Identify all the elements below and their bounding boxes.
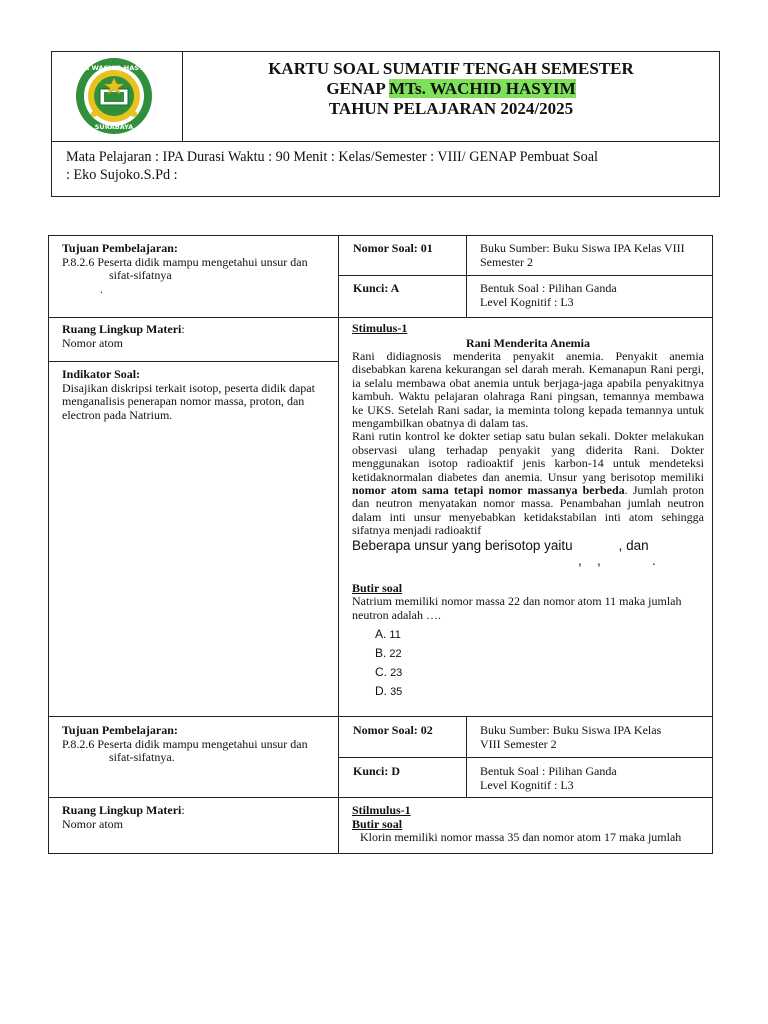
card1-options [352,625,704,701]
card2-stimulus-label: Stilmulus-1 [352,803,411,817]
card2-stimulus [352,804,707,845]
card1-para2-a: Rani rutin kontrol ke dokter setiap satu bulan sekali. Dokter melakukan observasi ulang terhadap penyakit yang diderita Rani. Dokter menggunakan isotop radioaktif jenis karbon-14 untuk mendeteksi ketidaknormalan diabetes dan anemia. Unsur yang berisotop memiliki [352,429,704,484]
card1-bentuk-level [480,282,705,309]
option-b-letter: B. [375,646,387,661]
card1-tujuan-line1: P.8.2.6 Peserta didik mampu mengetahui unsur dan [62,254,308,269]
card1-tujuan-line2: sifat-sifatnya [109,268,172,282]
title-line-1: KARTU SOAL SUMATIF TENGAH SEMESTER [268,59,634,78]
card1-left-divider [49,361,338,362]
card2-ruang-label: Ruang Lingkup Materi [62,803,182,817]
logo-bottom-text: SURABAYA [94,123,134,131]
card2-tujuan-line2: sifat-sifatnya. [109,750,175,764]
card2-ruang-lingkup [62,804,332,831]
card1-divider-main [338,236,339,716]
card1-blank-comma-2: , [597,552,601,568]
card1-stimulus-label: Stimulus-1 [352,321,408,335]
card1-kunci [353,282,399,296]
card1-question: Natrium memiliki nomor massa 22 dan nomor atom 11 maka jumlah neutron adalah …. [352,594,682,622]
option-d-letter: D. [375,684,387,699]
option-c-value: 23 [390,667,403,680]
card1-ruang-value: Nomor atom [62,335,123,350]
card1-tujuan-dot: . [100,281,103,296]
option-b [375,644,704,663]
card2-kunci: Kunci: D [353,764,401,778]
card1-stimulus-paragraph-2 [352,430,704,537]
card2-divider-main [338,717,339,853]
card1-para2-b: . Jumlah proton dan neutron menyatakan nomor massa. Penambahan jumlah neutron dalam inti unsur menyebabkan ketidakstabilan inti atom sehingga sifatnya menjadi radioaktif [352,483,704,538]
title-line-2 [183,79,719,99]
card1-level-kognitif: Level Kognitif : L3 [480,294,574,309]
card1-blank-period: . [652,552,656,568]
card1-nomor-soal: Nomor Soal: 01 [353,241,433,255]
card2-nomor-soal: Nomor Soal: 02 [353,723,433,737]
card1-ruang-colon: : [181,322,185,336]
card1-ruang-label: Ruang Lingkup Materi [62,322,182,336]
card2-buku-line1: Buku Sumber: Buku Siswa IPA Kelas [480,723,662,737]
question-card-2 [48,716,713,854]
title-line-2-prefix: GENAP [326,79,390,98]
card1-bentuk-soal: Bentuk Soal : Pilihan Ganda [480,281,617,295]
card1-buku-sumber [480,242,705,269]
option-c [375,663,704,682]
card2-row-divider-2 [49,797,712,798]
card2-tujuan [62,724,332,765]
option-a-value: 11 [389,629,401,642]
card1-row-divider-2 [49,317,712,318]
card1-isotop-blanks [352,554,704,570]
header-box [51,51,720,197]
card1-indikator [62,368,330,422]
card2-row-divider-1 [338,757,712,758]
option-a-letter: A. [375,627,387,642]
school-name-highlight: MTs. WACHID HASYIM [389,79,576,98]
card1-tujuan [62,242,332,296]
card2-bentuk-soal: Bentuk Soal : Pilihan Ganda [480,764,617,778]
info-row [52,141,719,196]
card2-buku-line2: VIII Semester 2 [480,736,557,751]
title-cell [183,52,719,141]
card1-row-divider-1 [338,275,712,276]
option-d-value: 35 [390,686,403,699]
school-logo [74,56,154,136]
option-b-value: 22 [389,648,402,661]
logo-cell [52,52,183,141]
card1-buku-line2: Semester 2 [480,254,533,269]
card1-stimulus-paragraph-1: Rani didiagnosis menderita penyakit anemia. Penyakit anemia disebabkan karena kekurangan sel darah merah. Kemanapun Rani pergi, ia selalu membawa obat anemia untuk berjaga-jaga apabila penyakitnya kambuh. Waktu pelajaran olahraga Rani pingsan, temannya membawa ke UKS. Setelah Rani sadar, ia meminta tolong kepada temannya untuk mengambilkan obatnya di dalam tas. [352,349,704,431]
card2-ruang-colon: : [181,803,185,817]
option-d [375,682,704,701]
card1-stimulus-title: Rani Menderita Anemia [466,335,590,350]
card1-isotop-text: Beberapa unsur yang berisotop yaitu [352,537,573,553]
info-line-1: Mata Pelajaran : IPA Durasi Waktu : 90 Menit : Kelas/Semester : VIII/ GENAP Pembuat Soal [66,149,598,165]
question-card-1 [48,235,713,717]
card2-bentuk-level [480,765,705,792]
card1-isotop-dan: , dan [618,537,649,553]
card2-buku-sumber [480,724,705,751]
card1-kunci-value: : A [384,281,400,295]
card2-level-kognitif: Level Kognitif : L3 [480,777,574,792]
card1-stimulus [352,322,704,701]
card1-kunci-label: Kunci [353,281,385,295]
card2-tujuan-label: Tujuan Pembelajaran: [62,723,178,737]
option-a [375,625,704,644]
card2-ruang-value: Nomor atom [62,816,123,831]
logo-top-text: MTs WACHID HASYIM [75,64,153,72]
card1-butir-label: Butir soal [352,580,403,595]
card1-para2-bold: nomor atom sama tetapi nomor massanya berbeda [352,483,625,498]
card1-isotop-line [352,538,704,554]
card1-tujuan-label: Tujuan Pembelajaran: [62,241,178,255]
card1-indikator-label: Indikator Soal: [62,367,141,381]
card1-ruang-lingkup [62,323,332,350]
option-c-letter: C. [375,665,387,680]
card2-butir-label: Butir soal [352,816,403,831]
card2-tujuan-line1: P.8.2.6 Peserta didik mampu mengetahui unsur dan [62,736,308,751]
card1-indikator-text: Disajikan diskripsi terkait isotop, peserta didik dapat menganalisis penerapan nomor massa, proton, dan electron pada Natrium. [62,380,315,422]
card1-divider-meta [466,236,467,317]
title-line-3: TAHUN PELAJARAN 2024/2025 [328,99,574,118]
info-line-2: : Eko Sujoko.S.Pd : [66,167,178,183]
card1-blank-comma-1: , [578,552,582,568]
card2-question: Klorin memiliki nomor massa 35 dan nomor atom 17 maka jumlah [360,830,682,844]
card1-buku-line1: Buku Sumber: Buku Siswa IPA Kelas VIII [480,241,685,255]
